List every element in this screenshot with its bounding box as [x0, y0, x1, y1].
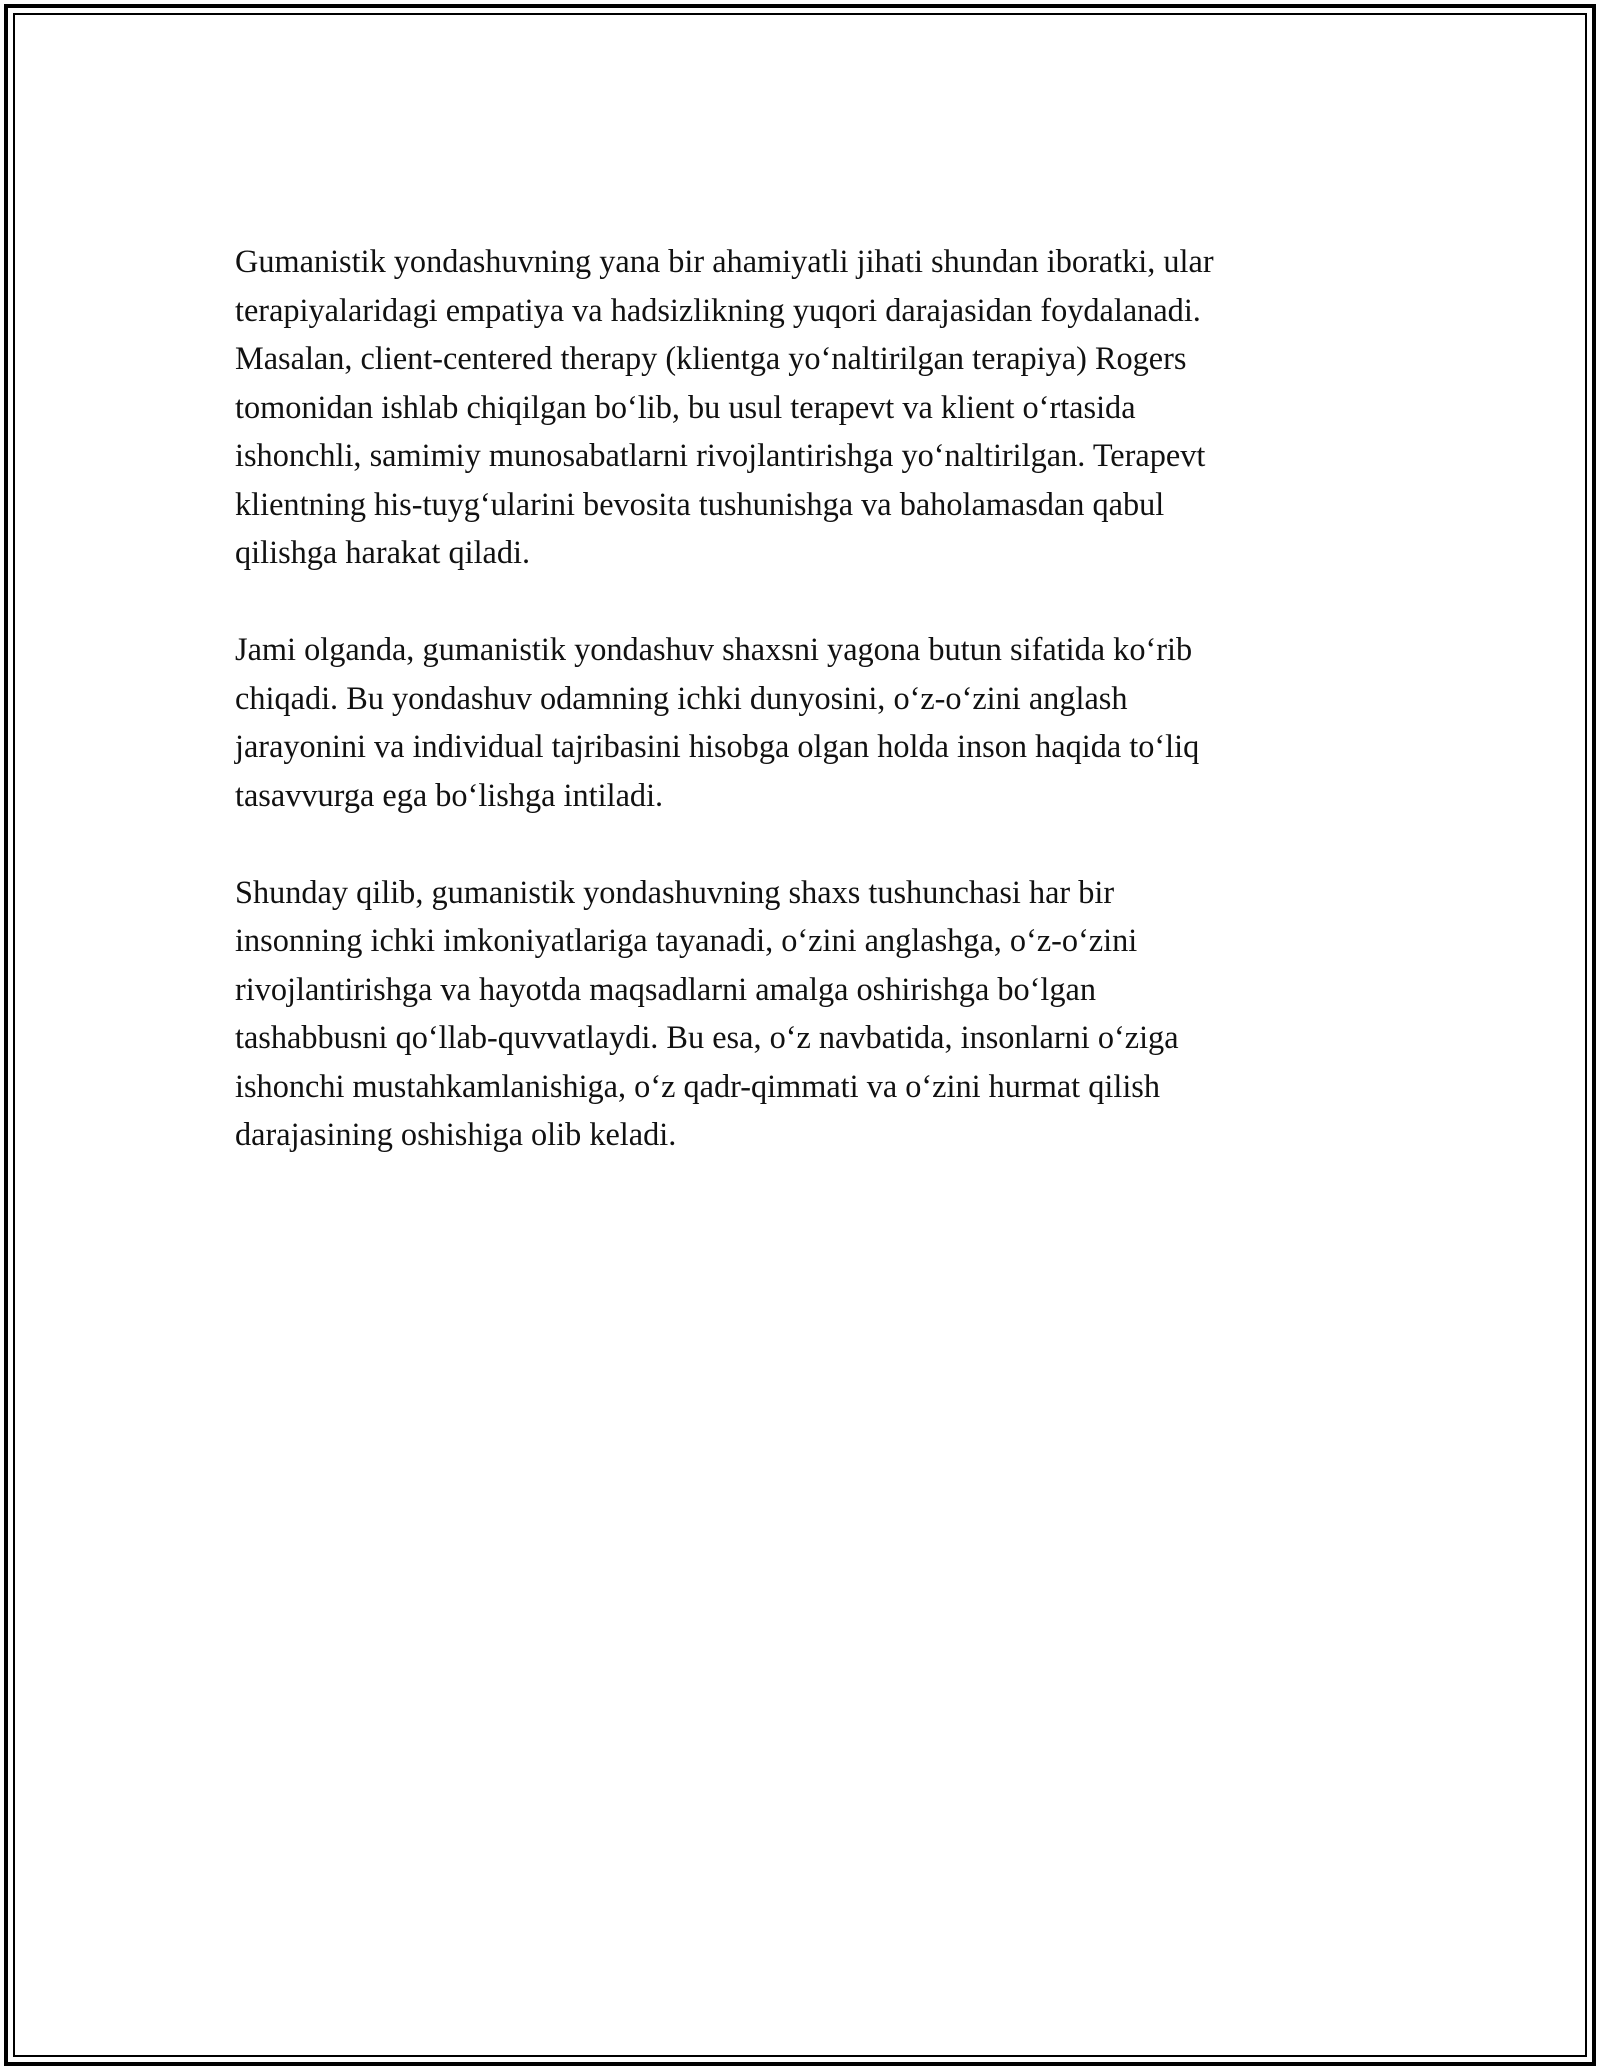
- paragraph-1: Gumanistik yondashuvning yana bir ahamiyatli jihati shundan iboratki, ular terapiyalaridagi empatiya va hadsizlikning yuqori darajasidan foydalanadi. Masalan, client-centered therapy (klientga yo‘naltirilgan terapiya) Rogers tomonidan ishlab chiqilgan bo‘lib, bu usul terapevt va klient o‘rtasida ishonchli, samimiy munosabatlarni rivojlantirishga yo‘naltirilgan. Terapevt klientning his-tuyg‘ularini bevosita tushunishga va baholamasdan qabul qilishga harakat qiladi.: [235, 243, 1214, 570]
- document-body: [235, 237, 1365, 1207]
- paragraph-2: Jami olganda, gumanistik yondashuv shaxsni yagona butun sifatida ko‘rib chiqadi. Bu yondashuv odamning ichki dunyosini, o‘z-o‘zini anglash jarayonini va individual tajribasini hisobga olgan holda inson haqida to‘liq tasavvurga ega bo‘lishga intiladi.: [235, 631, 1200, 813]
- paragraph-3: Shunday qilib, gumanistik yondashuvning shaxs tushunchasi har bir insonning ichki imkoniyatlariga tayanadi, o‘zini anglashga, o‘z-o‘zini rivojlantirishga va hayotda maqsadlarni amalga oshirishga bo‘lgan tashabbusni qo‘llab-quvvatlaydi. Bu esa, o‘z navbatida, insonlarni o‘ziga ishonchi mustahkamlanishiga, o‘z qadr-qimmati va o‘zini hurmat qilish darajasining oshishiga olib keladi.: [235, 873, 1179, 1152]
